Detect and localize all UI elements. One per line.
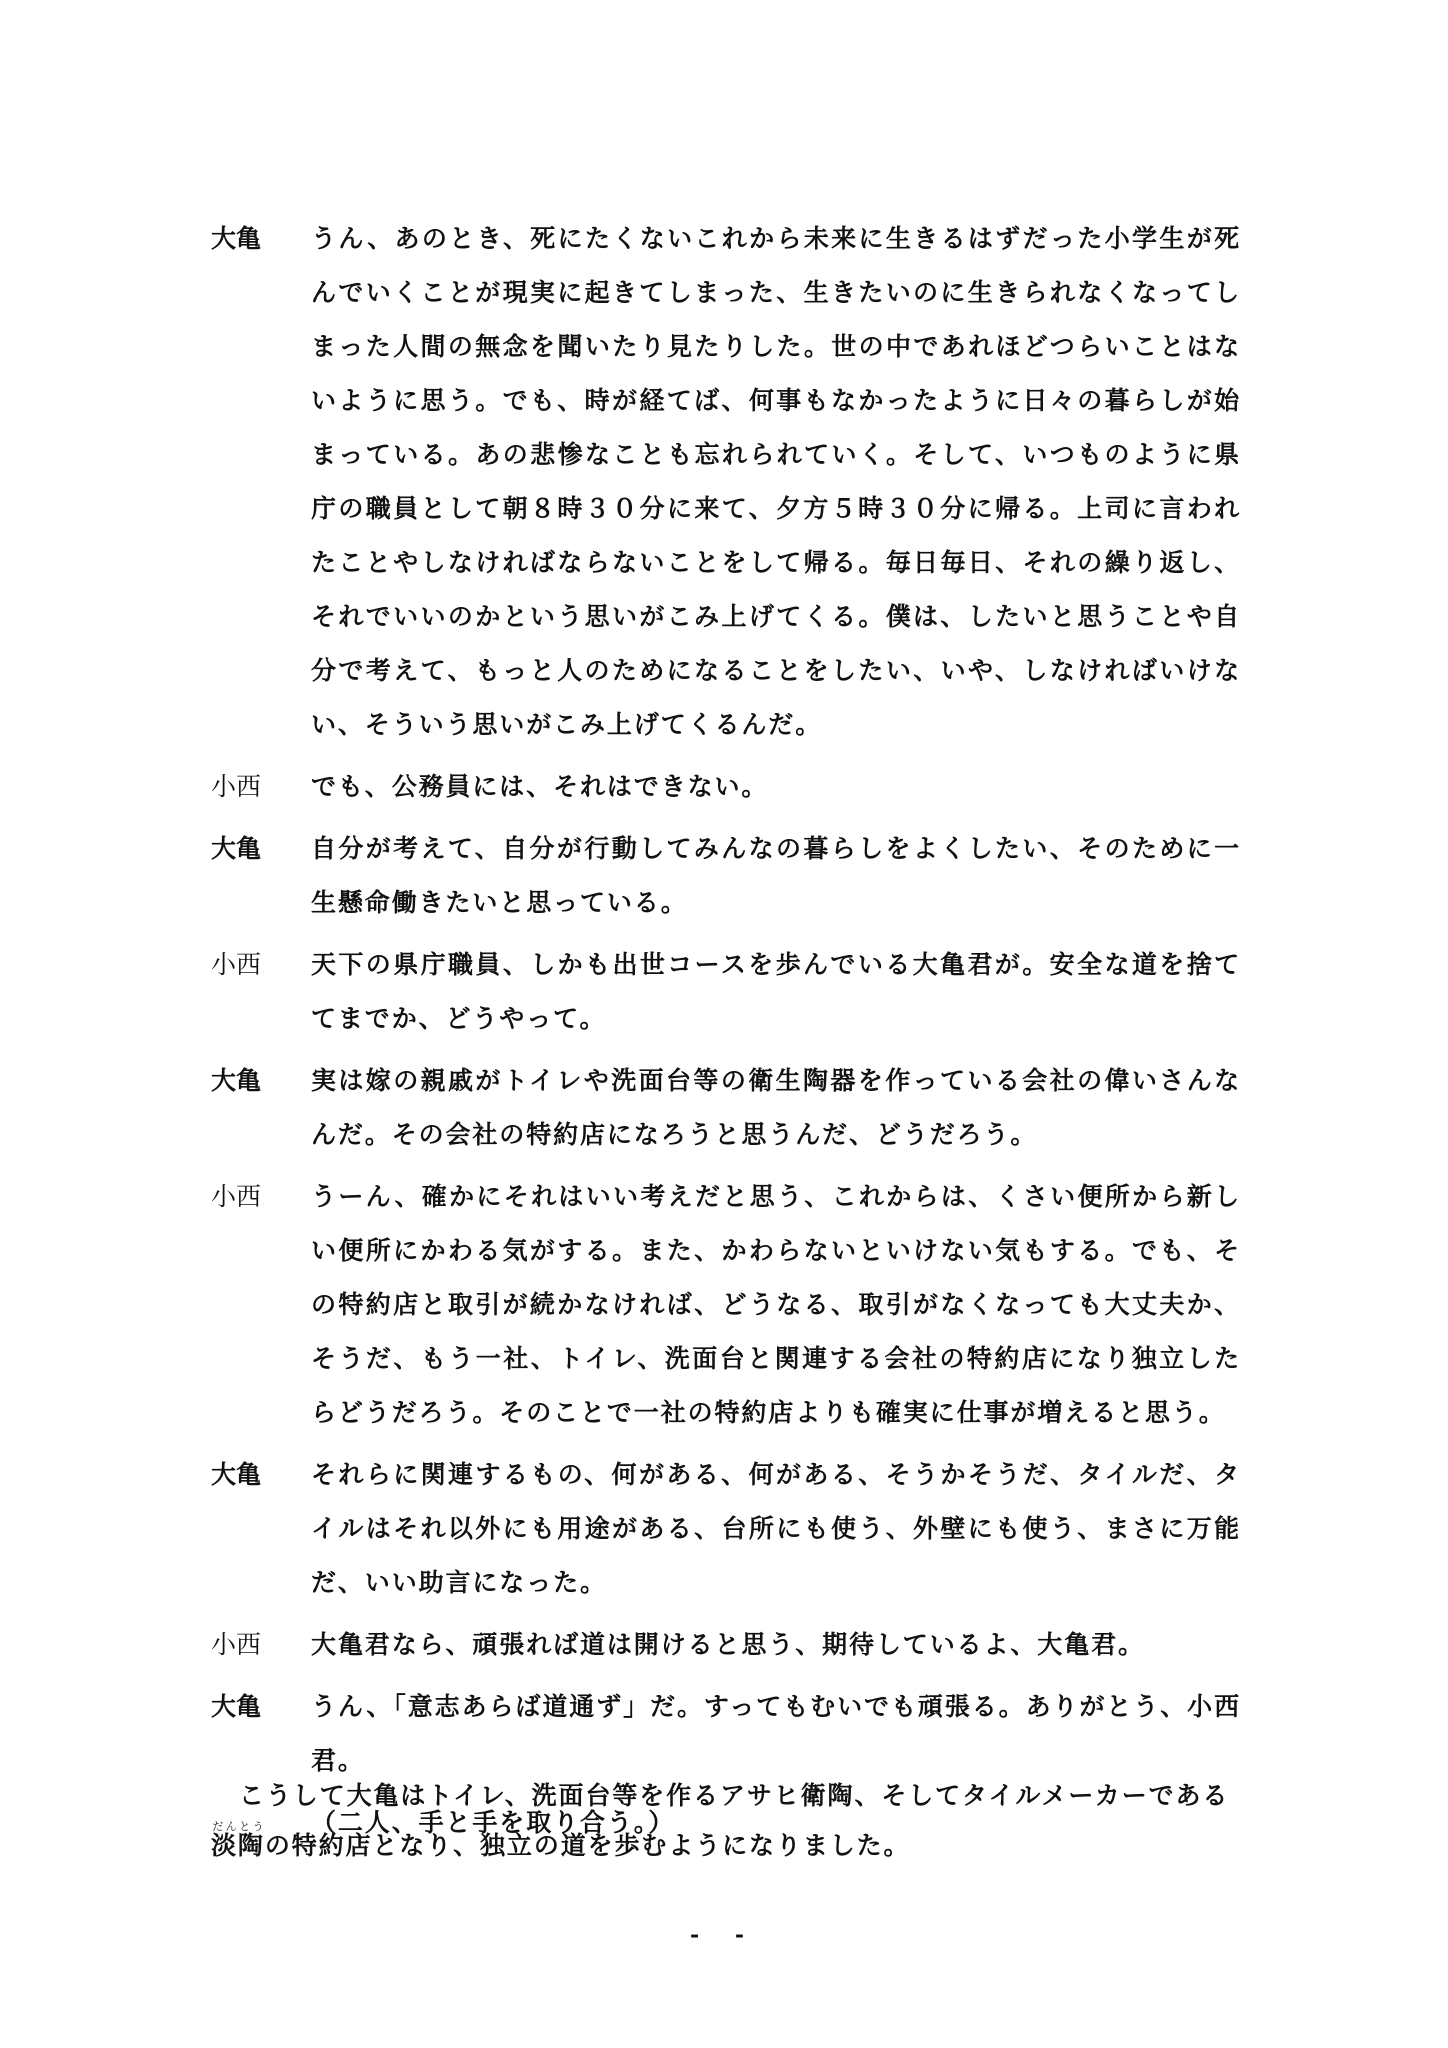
ruby-reading: だんとう [211, 1820, 265, 1833]
speech-text: 天下の県庁職員、しかも出世コースを歩んでいる大亀君が。安全な道を捨ててまでか、どうやって。 [311, 950, 1241, 1033]
narration-text-after: の特約店となり、独立の道を歩むようになりました。 [264, 1831, 911, 1860]
ruby-base: 淡陶 [211, 1831, 265, 1860]
dialogue-turn [211, 212, 1241, 752]
dialogue-turn [211, 1170, 1241, 1440]
ruby-word [211, 1820, 265, 1860]
dialogue-turn [211, 1618, 1241, 1672]
narration-paragraph [211, 1771, 1241, 1871]
speech-text: うん、あのとき、死にたくないこれから未来に生きるはずだった小学生が死んでいくことが現実に起きてしまった、生きたいのに生きられなくなってしまった人間の無念を聞いたり見たりした。世の中であれほどつらいことはないように思う。でも、時が経てば、何事もなかったように日々の暮らしが始まっている。あの悲惨なことも忘れられていく。そして、いつものように県庁の職員として朝８時３０分に来て、夕方５時３０分に帰る。上司に言われたことやしなければならないことをして帰る。毎日毎日、それの繰り返し、それでいいのかという思いがこみ上げてくる。僕は、したいと思うことや自分で考えて、もっと人のためになることをしたい、いや、しなければいけない、そういう思いがこみ上げてくるんだ。 [311, 224, 1241, 739]
speaker-name: 大亀 [211, 1692, 262, 1721]
speech-text: 自分が考えて、自分が行動してみんなの暮らしをよくしたい、そのために一生懸命働きたいと思っている。 [311, 834, 1241, 917]
speaker-name: 小西 [211, 772, 262, 801]
speech-text: うーん、確かにそれはいい考えだと思う、これからは、くさい便所から新しい便所にかわる気がする。また、かわらないといけない気もする。でも、その特約店と取引が続かなければ、どうなる、取引がなくなっても大丈夫か、そうだ、もう一社、トイレ、洗面台と関連する会社の特約店になり独立したらどうだろう。そのことで一社の特約店よりも確実に仕事が増えると思う。 [311, 1182, 1241, 1427]
speaker-name: 大亀 [211, 224, 262, 253]
dialogue-turn [211, 938, 1241, 1046]
dialogue-turn [211, 1448, 1241, 1610]
stage-direction: （二人、手と手を取り合う。） [311, 1808, 676, 1837]
speaker-name: 大亀 [211, 834, 262, 863]
speech-text: それらに関連するもの、何がある、何がある、そうかそうだ、タイルだ、タイルはそれ以外にも用途がある、台所にも使う、外壁にも使う、まさに万能だ、いい助言になった。 [311, 1460, 1241, 1597]
speech-text: うん、「意志あらば道通ず」だ。すってもむいでも頑張る。ありがとう、小西君。 [311, 1692, 1241, 1775]
dialogue-turn [211, 760, 1241, 814]
speaker-name: 小西 [211, 1182, 262, 1211]
page-number: - - [690, 1922, 758, 1948]
speaker-name: 小西 [211, 950, 262, 979]
speech-text: でも、公務員には、それはできない。 [311, 772, 769, 801]
narration-text-before: こうして大亀はトイレ、洗面台等を作るアサヒ衛陶、そしてタイルメーカーである [239, 1781, 1230, 1810]
speech-text: 大亀君なら、頑張れば道は開けると思う、期待しているよ、大亀君。 [311, 1630, 1145, 1659]
speaker-name: 小西 [211, 1630, 262, 1659]
dialogue-turn [211, 822, 1241, 930]
speech-text: 実は嫁の親戚がトイレや洗面台等の衛生陶器を作っている会社の偉いさんなんだ。その会社の特約店になろうと思うんだ、どうだろう。 [311, 1066, 1241, 1149]
script-dialogue [211, 212, 1241, 1850]
dialogue-turn [211, 1054, 1241, 1162]
speaker-name: 大亀 [211, 1066, 262, 1095]
speaker-name: 大亀 [211, 1460, 262, 1489]
